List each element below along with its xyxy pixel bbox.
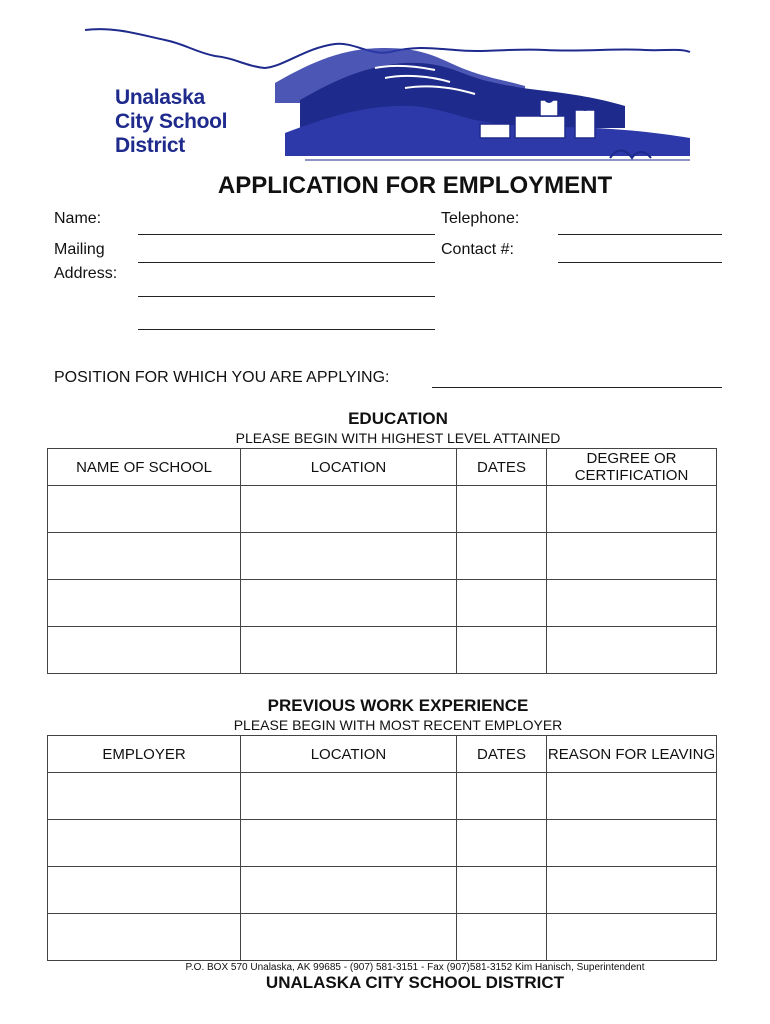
position-field[interactable] — [432, 387, 722, 388]
table-row — [48, 627, 717, 674]
table-row — [48, 580, 717, 627]
address-label: Address: — [54, 265, 118, 282]
education-title: EDUCATION — [348, 409, 448, 428]
col-header-degree: DEGREE OR CERTIFICATION — [547, 449, 717, 486]
table-cell[interactable] — [547, 580, 717, 627]
telephone-label: Telephone: — [441, 210, 520, 227]
name-field[interactable] — [138, 234, 435, 235]
table-cell[interactable] — [457, 867, 547, 914]
table-cell[interactable] — [48, 627, 241, 674]
page-title: APPLICATION FOR EMPLOYMENT — [217, 172, 613, 199]
work-title: PREVIOUS WORK EXPERIENCE — [267, 696, 529, 715]
table-cell[interactable] — [457, 773, 547, 820]
footer-address: P.O. BOX 570 Unalaska, AK 99685 - (907) 581-3151 - Fax (907)581-3152 Kim Hanisch, Superintendent — [185, 962, 645, 973]
table-cell[interactable] — [48, 486, 241, 533]
col-header-reason: REASON FOR LEAVING — [547, 736, 717, 773]
education-header-row — [48, 449, 717, 486]
col-header-employer: EMPLOYER — [48, 736, 241, 773]
work-table — [47, 735, 717, 961]
col-header-school: NAME OF SCHOOL — [48, 449, 241, 486]
contact-label: Contact #: — [441, 241, 514, 258]
footer-district-name: UNALASKA CITY SCHOOL DISTRICT — [265, 973, 565, 992]
position-label: POSITION FOR WHICH YOU ARE APPLYING: — [54, 369, 390, 386]
table-row — [48, 914, 717, 961]
col-header-location: LOCATION — [241, 449, 457, 486]
table-cell[interactable] — [547, 914, 717, 961]
table-cell[interactable] — [48, 580, 241, 627]
logo-line-2: City School — [115, 110, 228, 133]
table-cell[interactable] — [547, 867, 717, 914]
table-cell[interactable] — [241, 486, 457, 533]
mailing-address-field-1[interactable] — [138, 262, 435, 263]
col-header-location: LOCATION — [241, 736, 457, 773]
telephone-field[interactable] — [558, 234, 722, 235]
table-cell[interactable] — [547, 533, 717, 580]
table-cell[interactable] — [241, 580, 457, 627]
table-cell[interactable] — [457, 627, 547, 674]
table-row — [48, 486, 717, 533]
table-row — [48, 867, 717, 914]
table-cell[interactable] — [457, 820, 547, 867]
contact-field[interactable] — [558, 262, 722, 263]
table-cell[interactable] — [457, 914, 547, 961]
table-row — [48, 820, 717, 867]
col-header-dates: DATES — [457, 449, 547, 486]
mailing-address-field-2[interactable] — [138, 296, 435, 297]
table-cell[interactable] — [48, 533, 241, 580]
district-logo-text — [115, 86, 227, 158]
mailing-address-field-3[interactable] — [138, 329, 435, 330]
table-cell[interactable] — [241, 773, 457, 820]
education-table — [47, 448, 717, 674]
table-cell[interactable] — [547, 627, 717, 674]
table-cell[interactable] — [547, 773, 717, 820]
table-cell[interactable] — [241, 627, 457, 674]
table-cell[interactable] — [547, 486, 717, 533]
table-cell[interactable] — [48, 867, 241, 914]
table-cell[interactable] — [241, 820, 457, 867]
table-cell[interactable] — [241, 867, 457, 914]
table-cell[interactable] — [547, 820, 717, 867]
name-label: Name: — [54, 210, 102, 227]
mailing-label: Mailing — [54, 241, 105, 258]
education-subtitle: PLEASE BEGIN WITH HIGHEST LEVEL ATTAINED — [235, 430, 561, 446]
work-header-row — [48, 736, 717, 773]
col-header-dates: DATES — [457, 736, 547, 773]
table-row — [48, 773, 717, 820]
table-cell[interactable] — [457, 533, 547, 580]
table-cell[interactable] — [48, 820, 241, 867]
logo-line-3: District — [115, 134, 185, 157]
work-subtitle: PLEASE BEGIN WITH MOST RECENT EMPLOYER — [233, 717, 563, 733]
table-row — [48, 533, 717, 580]
table-cell[interactable] — [457, 580, 547, 627]
table-cell[interactable] — [48, 914, 241, 961]
table-cell[interactable] — [48, 773, 241, 820]
table-cell[interactable] — [241, 533, 457, 580]
table-cell[interactable] — [457, 486, 547, 533]
logo-line-1: Unalaska — [115, 86, 205, 109]
table-cell[interactable] — [241, 914, 457, 961]
